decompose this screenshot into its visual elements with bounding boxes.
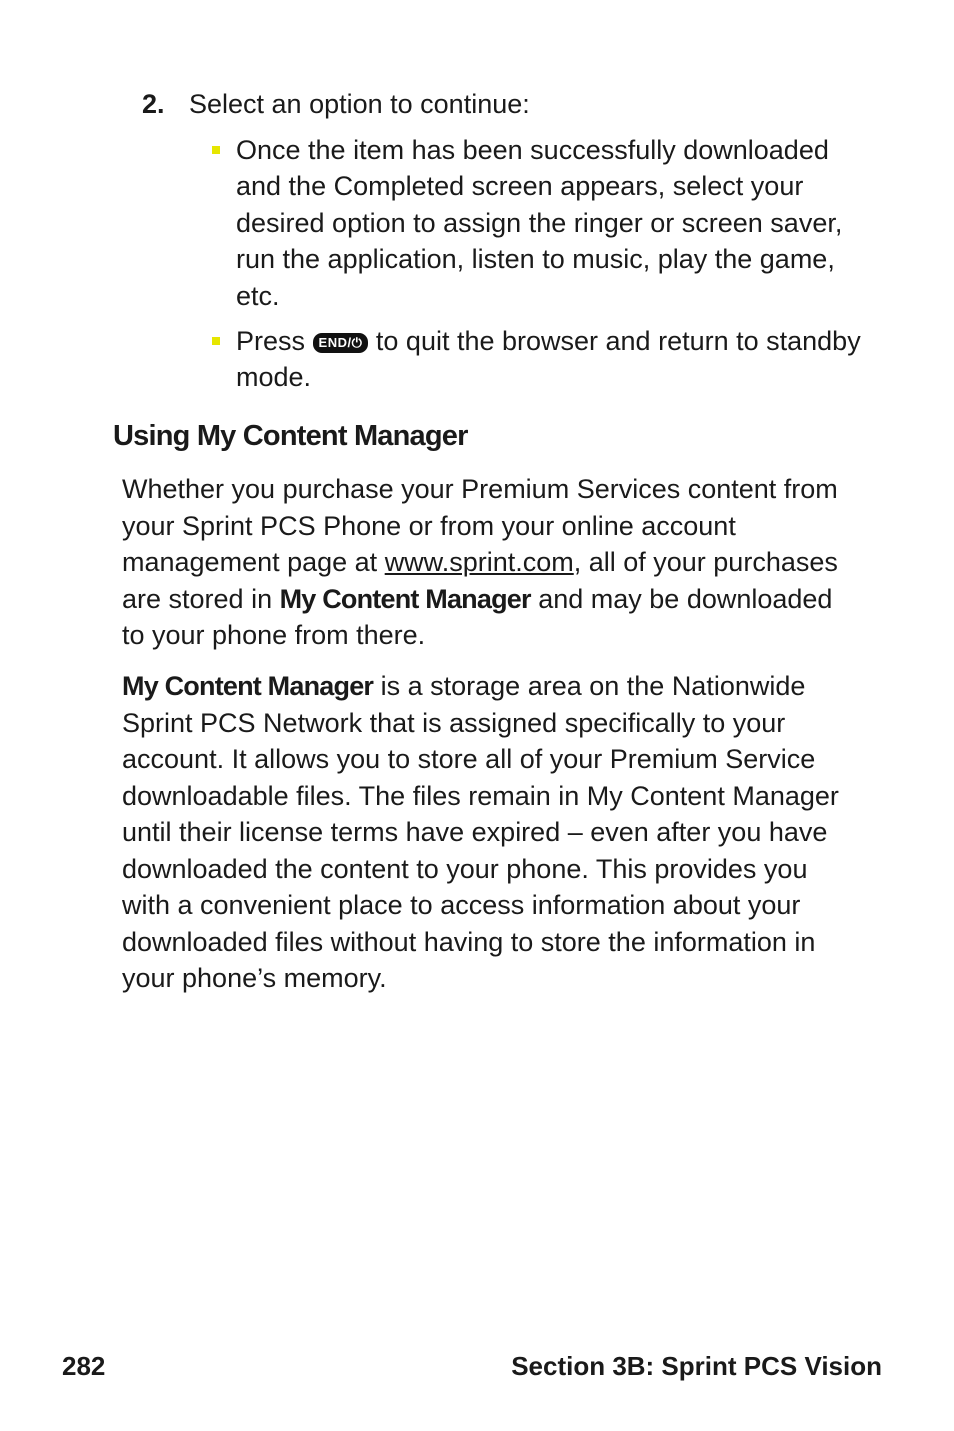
bullet-square-icon (212, 146, 220, 154)
paragraph-purchases (122, 471, 862, 654)
bullet-text-before: Press (236, 326, 306, 357)
paragraph-text: and may be downloaded to your phone from there. (122, 583, 833, 650)
bullet-text-after: to quit the browser and return to standby mode. (236, 326, 861, 393)
step-2 (142, 86, 530, 122)
end-key-icon: END/⏻ (313, 333, 369, 353)
option-list (212, 132, 862, 405)
sprint-link[interactable]: www.sprint.com (384, 547, 574, 577)
bullet-square-icon (212, 337, 220, 345)
section-heading: Using My Content Manager (113, 420, 468, 452)
paragraph-text: is a storage area on the Nationwide Sprint PCS Network that is assigned specifically to your account. It allows you to store all of your Premium Service downloadable files. The files remain in My Content Manager until their license terms have expired – even after you have downloaded the content to your phone. This provides you with a convenient place to access information about your downloaded files without having to store the information in your phone’s memory. (122, 671, 839, 993)
section-title: Section 3B: Sprint PCS Vision (511, 1351, 882, 1381)
bold-term: My Content Manager (279, 583, 531, 614)
paragraph-text: Whether you purchase your Premium Services content from your Sprint PCS Phone or from your online account management page at (122, 474, 838, 577)
list-item (212, 132, 862, 314)
paragraph-text: , all of your purchases are stored in (122, 547, 838, 614)
bold-term: My Content Manager (122, 671, 374, 701)
step-number: 2. (142, 89, 165, 119)
list-item (212, 323, 862, 396)
step-text: Select an option to continue: (189, 89, 530, 119)
bullet-text: Once the item has been successfully downloaded and the Completed screen appears, select your desired option to assign the ringer or screen saver, run the application, listen to music, play the game, etc. (236, 135, 843, 311)
paragraph-description (122, 668, 862, 997)
page-number: 282 (62, 1351, 106, 1381)
